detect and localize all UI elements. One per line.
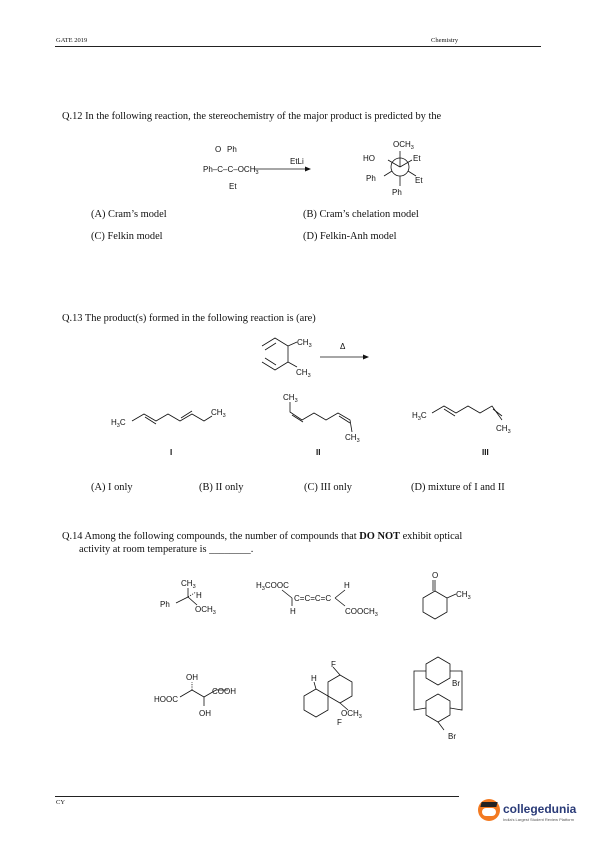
svg-text:CH3: $CH_3$ [496,424,511,435]
svg-text:Br: Br [452,679,460,688]
q12-text: Q.12 In the following reaction, the stereochemistry of the major product is predicted by the [62,111,442,122]
q13-reactant-diene [262,338,297,370]
svg-text:HOOC: HOOC [154,695,178,704]
svg-text:H: H [196,591,202,600]
svg-text:CH3: $CH_3$ [283,393,298,404]
q12-option-b[interactable]: (B) Cram’s chelation model [303,209,419,220]
svg-text:COOH: COOH [212,687,236,696]
svg-text:Ph: Ph [227,145,237,154]
footer-left: CY [56,799,66,806]
svg-text:O: O [432,571,439,580]
q12-option-c[interactable]: (C) Felkin model [91,231,163,242]
svg-text:F: F [331,660,336,669]
q14-text-line1: Q.14 Among the following compounds, the number of compounds that DO NOT exhibit optical [62,531,463,542]
svg-text:Br: Br [448,732,456,741]
q13-heat-symbol: Δ [340,342,346,351]
svg-text:H: H [311,674,317,683]
svg-text:Et: Et [415,176,423,185]
svg-text:C=C=C=C: C=C=C=C [294,594,332,603]
svg-text:Ph–C–C–OCH3: $Ph-C-C-OCH_3$ [203,165,259,176]
svg-text:OH: OH [186,673,198,682]
q12-option-a[interactable]: (A) Cram’s model [91,209,167,220]
collegedunia-logo-text[interactable]: collegedunia [503,802,577,816]
svg-text:H: H [290,607,296,616]
q13-text: Q.13 The product(s) formed in the following reaction is (are) [62,313,316,324]
product-label-iii: III [482,448,489,457]
svg-text:H3C: $H_3C$ [412,411,427,422]
product-label-ii: II [316,448,321,457]
svg-text:CH3: $CH_3$ [297,338,312,349]
header-right: Chemistry [431,37,459,44]
svg-text:H3COOC: $H_3COOC$ [256,581,289,592]
svg-text:F: F [337,718,342,727]
q13-product-ii [290,402,352,432]
q12-reagent: EtLi [290,157,304,166]
svg-text:H: H [344,581,350,590]
svg-text:OH: OH [199,709,211,718]
collegedunia-tagline: India's Largest Student Review Platform [503,817,575,822]
svg-text:Ph: Ph [366,174,376,183]
svg-text:HO: HO [363,154,375,163]
collegedunia-logo-icon [478,799,500,821]
svg-text:Et: Et [229,182,237,191]
svg-text:OCH3: $OCH_3$ [195,605,216,616]
svg-text:OCH3: $OCH_3$ [341,709,362,720]
svg-text:CH3: $CH_3$ [345,433,360,444]
header-left: GATE 2019 [56,37,88,44]
q14-compound-6-cyclophane [414,657,462,730]
svg-text:H3C: $H_3C$ [111,418,126,429]
q13-product-i [132,414,212,421]
q13-product-iii [432,406,502,420]
product-label-i: I [170,448,173,457]
q13-option-a[interactable]: (A) I only [91,482,133,493]
svg-text:Ph: Ph [392,188,402,197]
q14-compound-3-cyclohexanone [423,580,456,619]
q14-compound-1 [176,588,197,605]
svg-text:OCH3: $OCH_3$ [393,140,414,151]
q13-option-c[interactable]: (C) III only [304,482,352,493]
svg-text:CH3: $CH_3$ [211,408,226,419]
svg-text:CH3: $CH_3$ [296,368,311,379]
svg-text:O: O [215,145,222,154]
q13-option-d[interactable]: (D) mixture of I and II [411,482,505,493]
svg-text:Ph: Ph [160,600,170,609]
svg-text:COOCH3: $COOCH_3$ [345,607,378,618]
q13-option-b[interactable]: (B) II only [199,482,244,493]
q12-option-d[interactable]: (D) Felkin-Anh model [303,231,397,242]
svg-text:CH3: $CH_3$ [181,579,196,590]
q14-text-line2: activity at room temperature is ________. [79,544,254,555]
svg-text:CH3: $CH_3$ [456,590,471,601]
svg-text:Et: Et [413,154,421,163]
